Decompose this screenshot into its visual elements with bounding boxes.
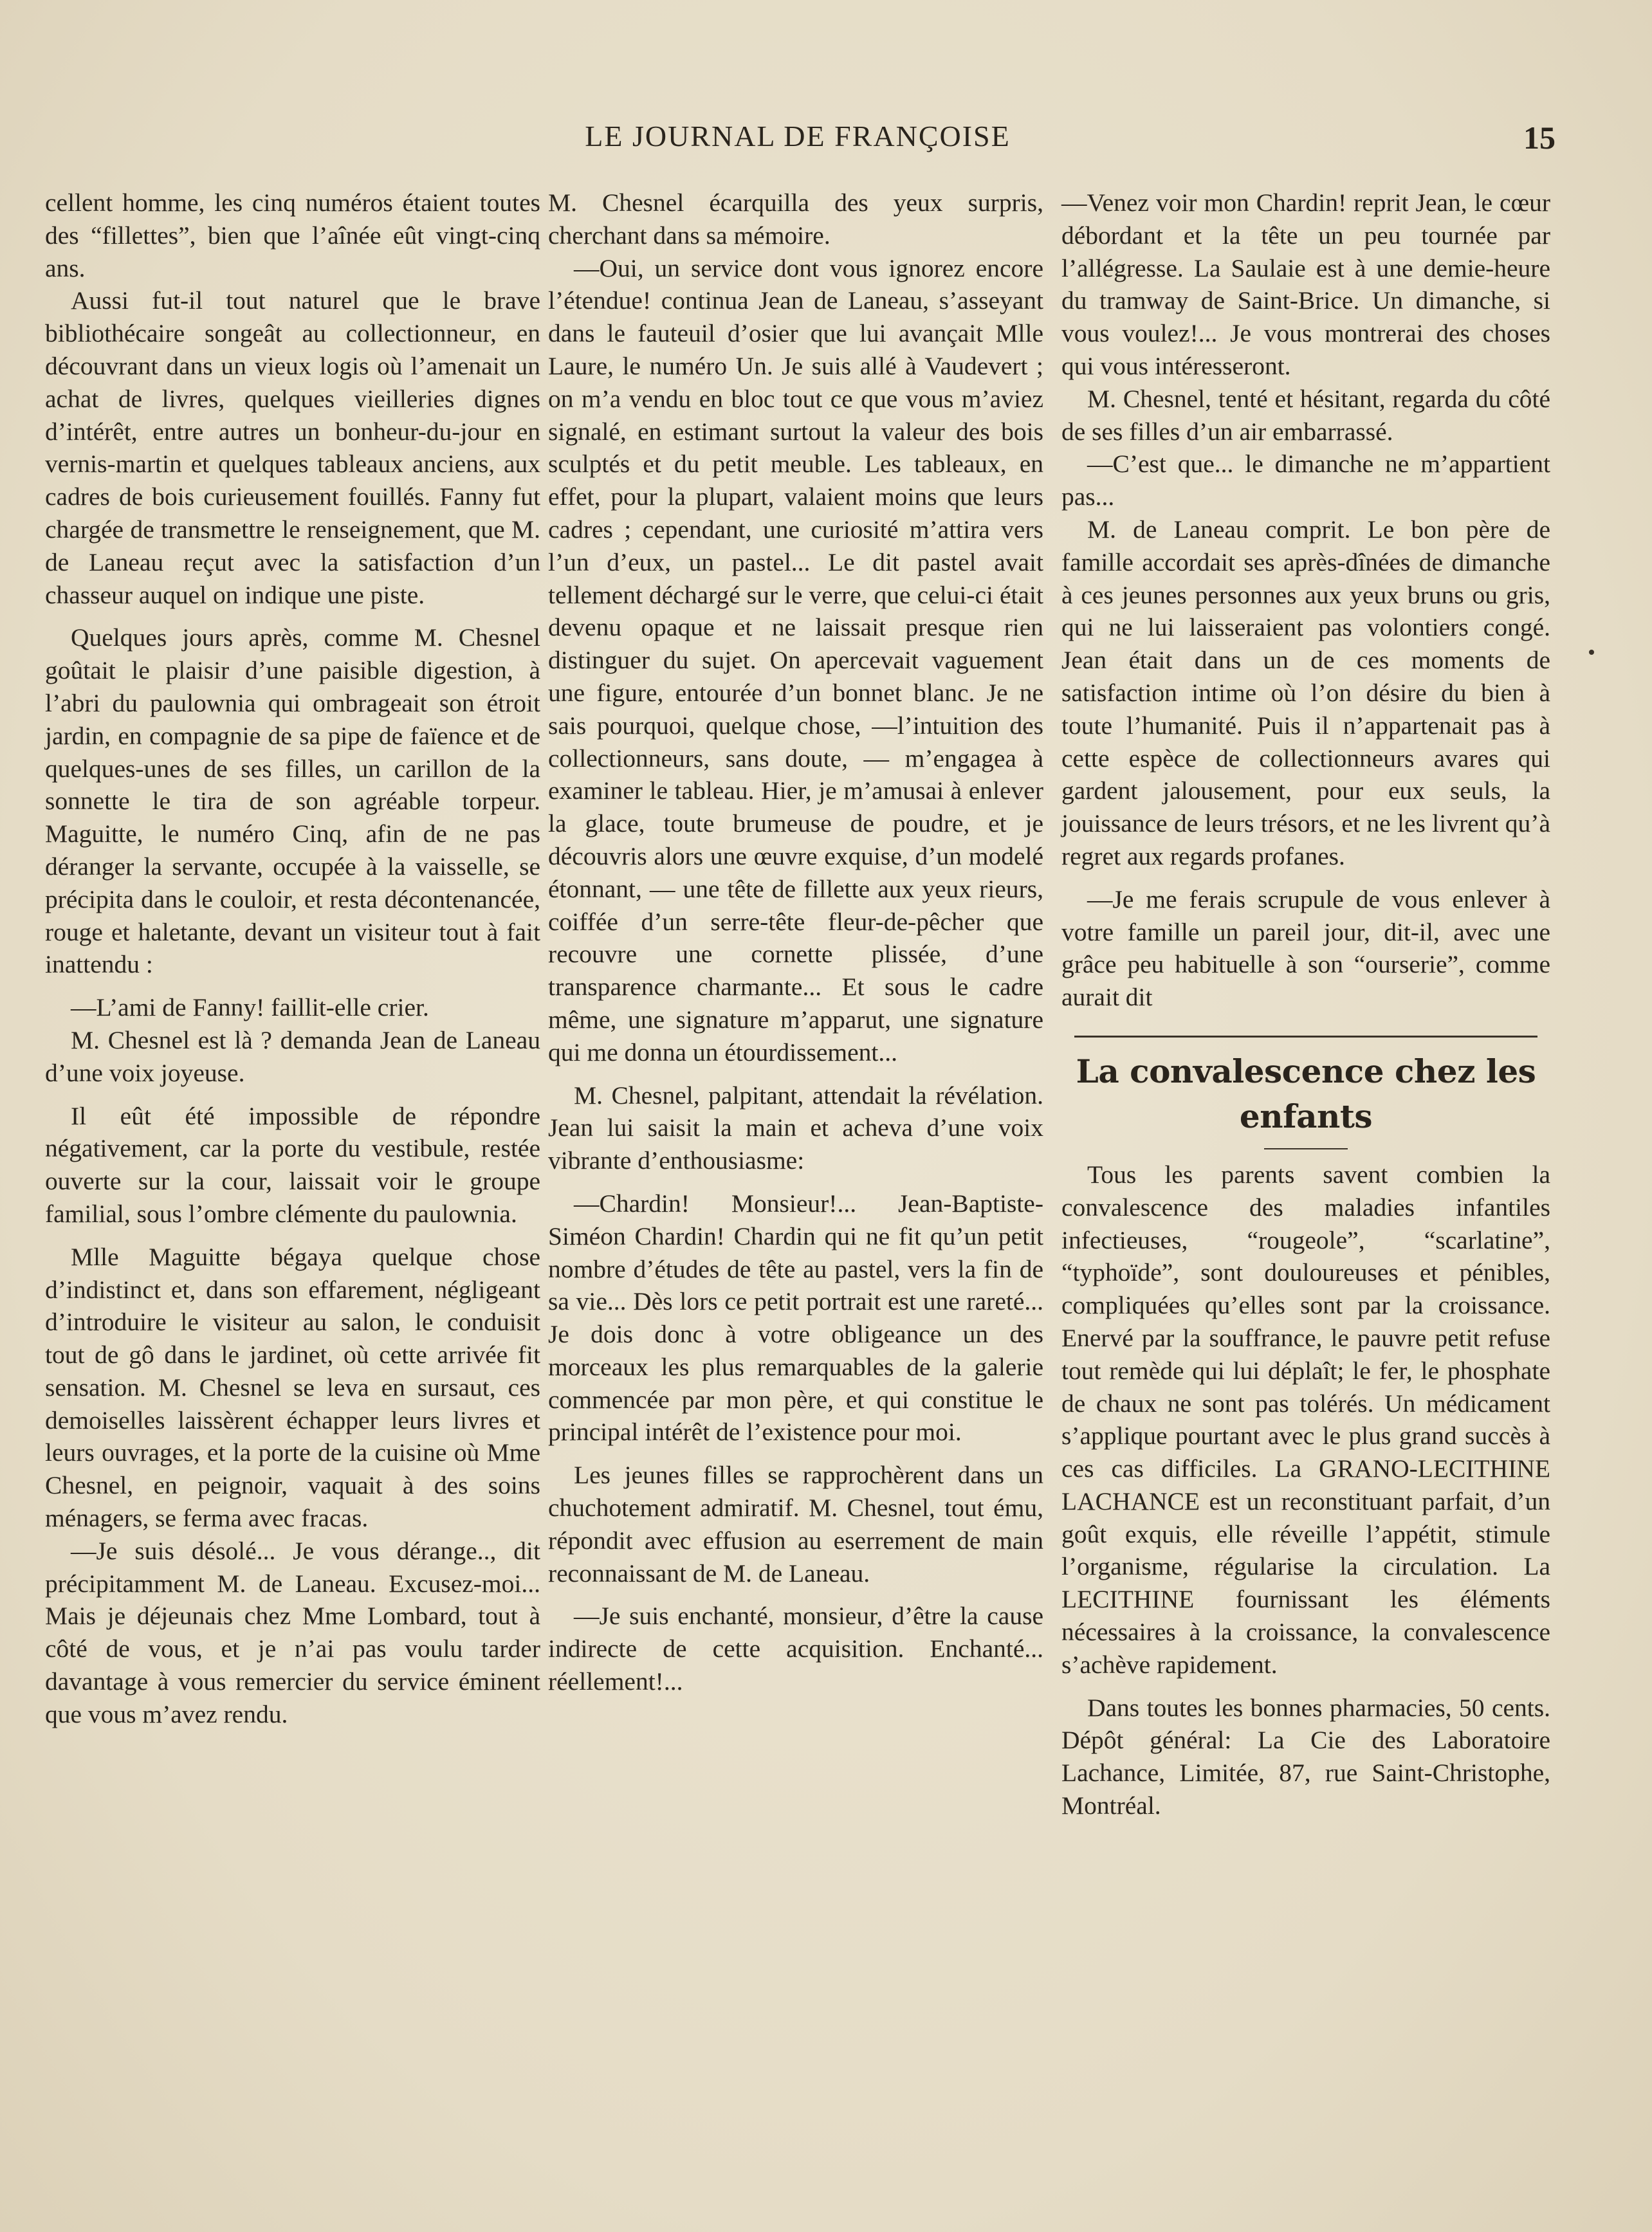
paragraph: cellent homme, les cinq numéros étaient toutes des “fillettes”, bien que l’aînée eût vingt-cinq ans.	[45, 188, 540, 282]
page-header	[0, 119, 1652, 158]
paragraph: —Chardin! Monsieur!... Jean-Baptiste-Siméon Chardin! Chardin qui ne fit qu’un petit nombre d’études de tête au pastel, vers la fin de sa vie... Dès lors ce petit portrait est une rareté... Je dois donc à votre obligeance un des morceaux les plus remarquables de la galerie commencée par mon père, et qui constitue le principal intérêt de l’existence pour moi.	[548, 1189, 1043, 1447]
paragraph: Quelques jours après, comme M. Chesnel goûtait le plaisir d’une paisible digestion, à l’abri du paulownia qui ombrageait son étroit jardin, en compagnie de sa pipe de faïence et de quelques-unes de ses filles, un carillon de la sonnette le tira de son agréable torpeur. Maguitte, le numéro Cinq, afin de ne pas déranger la servante, occupée à la vaisselle, se précipita dans le couloir, et resta décontenancée, rouge et haletante, devant un visiteur tout à fait inattendu :	[45, 623, 540, 979]
paragraph: —Je suis désolé... Je vous dérange.., dit précipitamment M. de Laneau. Excusez-moi... Mais je déjeunais chez Mme Lombard, tout à côté de vous, et je n’ai pas voulu tarder davantage à vous remercier du service éminent que vous m’avez rendu.	[45, 1536, 540, 1728]
running-head-title: LE JOURNAL DE FRANÇOISE	[585, 120, 1011, 152]
title-underline	[1264, 1148, 1348, 1149]
paragraph: M. Chesnel écarquilla des yeux surpris, cherchant dans sa mémoire.	[548, 188, 1043, 250]
paragraph: Aussi fut-il tout naturel que le brave bibliothécaire songeât au collectionneur, en découvrant dans un vieux logis où l’amenait un achat de livres, quelques vieilleries dignes d’intérêt, entre autres un bonheur-du-jour en vernis-martin et quelques tableaux anciens, aux cadres de bois curieusement fouillés. Fanny fut chargée de transmettre le renseignement, que M. de Laneau reçut avec la satisfaction d’un chasseur auquel on indique une piste.	[45, 286, 540, 609]
paragraph: M. de Laneau comprit. Le bon père de famille accordait ses après-dînées de dimanche à ces jeunes personnes aux yeux bruns ou gris, qui ne lui laisseraient pas volontiers congé. Jean était dans un de ces moments de satisfaction intime où l’on désire du bien à toute l’humanité. Puis il n’appartenait pas à cette espèce de collectionneurs avares qui gardent jalousement, pour eux seuls, la jouissance de leurs trésors, et ne les livrent qu’à regret aux regards profanes.	[1061, 515, 1550, 870]
advertisement-paragraph: Tous les parents savent combien la convalescence des maladies infantiles infectieuses, “rougeole”, “scarlatine”, “typhoïde”, sont douloureuses et pénibles, compliquées qu’elles sont par la croissance. Enervé par la souffrance, le pauvre petit refuse tout remède qui lui déplaît; le fer, le phosphate de chaux ne sont pas tolérés. Un médicament s’applique pourtant avec le plus grand succès à ces cas difficiles. La GRANO-LECITHINE LACHANCE est un reconstituant parfait, d’un goût exquis, elle réveille l’appétit, stimule l’organisme, régularise la circulation. La LECITHINE fournissant les éléments nécessaires à la croissance, la convalescence s’achève rapidement.	[1061, 1160, 1550, 1679]
paragraph: —Je suis enchanté, monsieur, d’être la cause indirecte de cette acquisition. Enchanté... réellement!...	[548, 1602, 1043, 1696]
paragraph: —Oui, un service dont vous ignorez encore l’étendue! continua Jean de Laneau, s’asseyant dans le fauteuil d’osier que lui avançait Mlle Laure, le numéro Un. Je suis allé à Vaudevert ; on m’a vendu en bloc tout ce que vous m’aviez signalé, en estimant surtout la valeur des bois sculptés et du petit meuble. Les tableaux, en effet, pour la plupart, valaient moins que leurs cadres ; cependant, une curiosité m’attira vers l’un d’eux, un pastel... Le dit pastel avait tellement déchargé sur le verre, que celui-ci était devenu opaque et ne laissait presque rien distinguer du sujet. On apercevait vaguement une figure, entourée d’un bonnet blanc. Je ne sais pourquoi, quelque chose, —l’intuition des collectionneurs, sans doute, — m’engagea à examiner le tableau. Hier, je m’amusai à enlever la glace, toute brumeuse de poudre, et je découvris alors une œuvre exquise, d’un modelé étonnant, — une tête de fillette aux yeux rieurs, coiffée d’un serre-tête fleur-de-pêcher que recouvre une cornette plissée, d’une transparence charmante... Et sous le cadre même, une signature m’apparut, une signature qui me donna un étourdissement...	[548, 253, 1043, 1066]
section-divider	[1074, 1036, 1537, 1038]
paragraph: Les jeunes filles se rapprochèrent dans un chuchotement admiratif. M. Chesnel, tout ému, répondit avec effusion au eserrement de main reconnaissant de M. de Laneau.	[548, 1461, 1043, 1587]
paragraph: M. Chesnel, tenté et hésitant, regarda du côté de ses filles d’un air embarrassé.	[1061, 384, 1550, 446]
advertisement-title: La convalescence chez les enfants	[1076, 1052, 1536, 1135]
paragraph: —Je me ferais scrupule de vous enlever à votre famille un pareil jour, dit-il, avec une grâce peu habituelle à son “ourserie”, comme aurait dit	[1061, 884, 1550, 1012]
advertisement-paragraph: Dans toutes les bonnes pharmacies, 50 cents. Dépôt général: La Cie des Laboratoire Lachance, Limitée, 87, rue Saint-Christophe, Montréal.	[1061, 1693, 1550, 1820]
text-column-1	[45, 187, 540, 1731]
text-column-2	[548, 187, 1043, 1698]
paragraph: M. Chesnel est là ? demanda Jean de Laneau d’une voix joyeuse.	[45, 1025, 540, 1087]
margin-speck	[1589, 650, 1594, 655]
page-number: 15	[1523, 120, 1556, 156]
paragraph: Mlle Maguitte bégaya quelque chose d’indistinct et, dans son effarement, négligeant d’introduire le visiteur au salon, le conduisit tout de gô dans le jardinet, où cette arrivée fit sensation. M. Chesnel se leva en sursaut, ces demoiselles laissèrent échapper leurs livres et leurs ouvrages, et la porte de la cuisine où Mme Chesnel, en peignoir, vaquait à des soins ménagers, se ferma avec fracas.	[45, 1242, 540, 1533]
paragraph: —L’ami de Fanny! faillit-elle crier.	[71, 993, 429, 1022]
text-column-3	[1061, 187, 1550, 1822]
paragraph: —Venez voir mon Chardin! reprit Jean, le cœur débordant et la tête un peu tournée par l’allégresse. La Saulaie est à une demie-heure du tramway de Saint-Brice. Un dimanche, si vous voulez!... Je vous montrerai des choses qui vous intéresseront.	[1061, 188, 1550, 380]
paragraph: Il eût été impossible de répondre négativement, car la porte du vestibule, restée ouverte sur la cour, laissait voir le groupe familial, sous l’ombre clémente du paulownia.	[45, 1101, 540, 1228]
paragraph: M. Chesnel, palpitant, attendait la révélation. Jean lui saisit la main et acheva d’une voix vibrante d’enthousiasme:	[548, 1081, 1043, 1175]
paragraph: —C’est que... le dimanche ne m’appartient pas...	[1061, 450, 1550, 511]
